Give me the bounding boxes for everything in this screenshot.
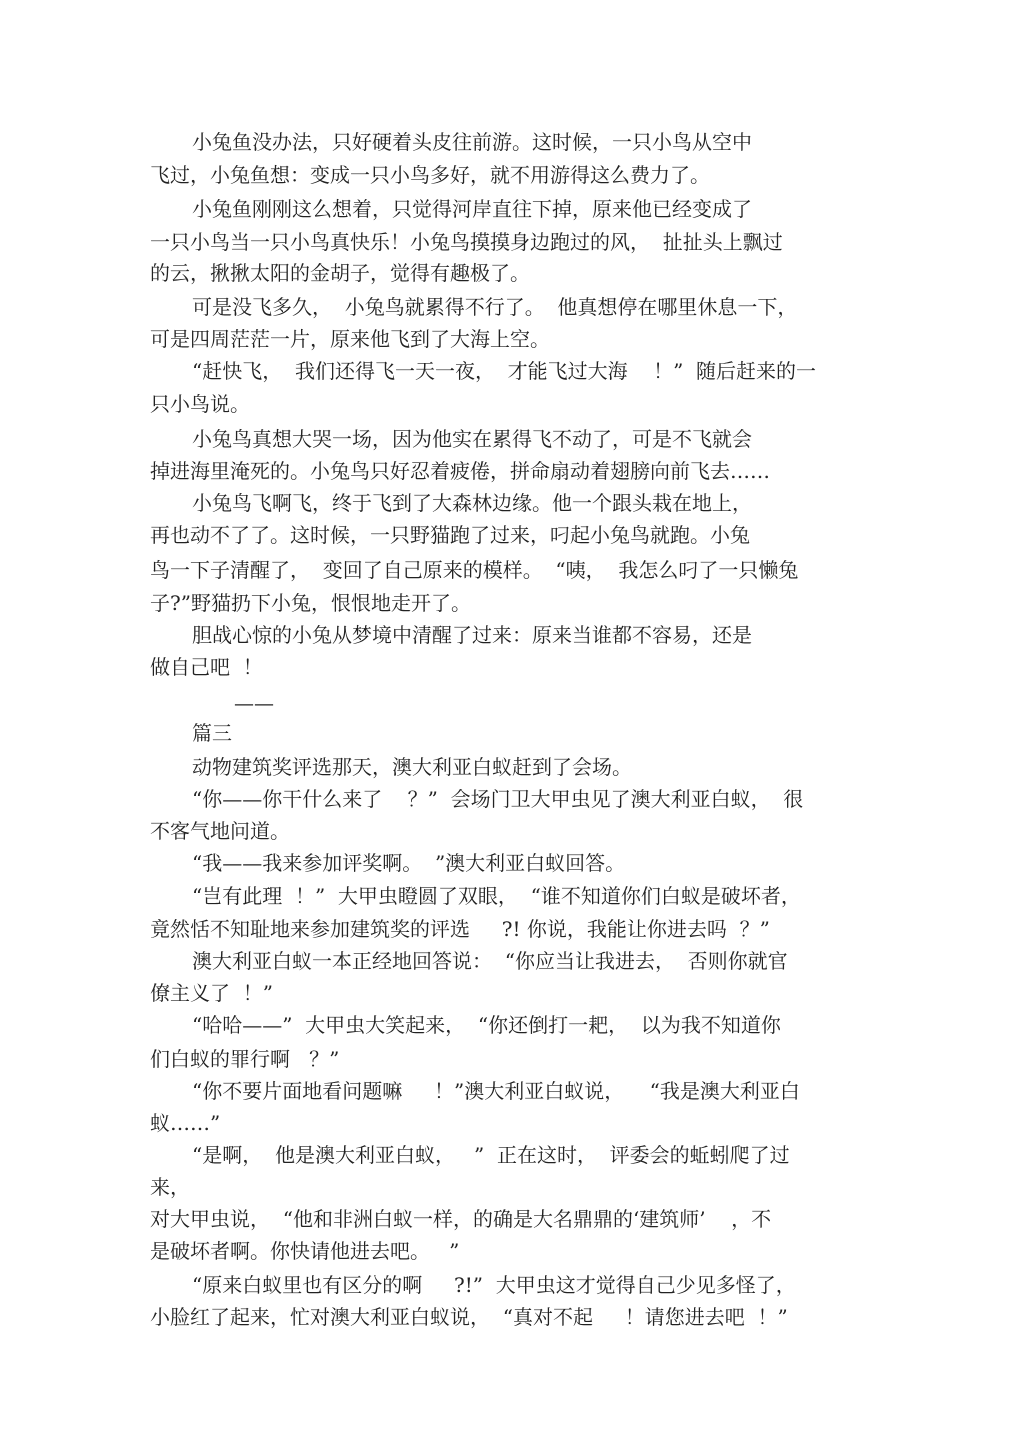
text-line: “我——我来参加评奖啊。 ”澳大利亚白蚁回答。 [192,851,626,875]
text-line: 做自己吧 ！ [150,655,263,679]
text-line: 对大甲虫说， “他和非洲白蚁一样，的确是大名鼎鼎的‘建筑师’ ，不 [150,1207,772,1231]
text-line: 飞过，小兔鱼想：变成一只小鸟多好，就不用游得这么费力了。 [150,163,710,187]
text-line: “原来白蚁里也有区分的啊 ?!” 大甲虫这才觉得自己少见多怪了， [192,1273,796,1297]
text-line: “岂有此理 ！” 大甲虫瞪圆了双眼， “谁不知道你们白蚁是破坏者， [192,884,801,908]
text-line: 小兔鱼没办法，只好硬着头皮往前游。这时候，一只小鸟从空中 [192,130,752,154]
text-line: 小兔鱼刚刚这么想着，只觉得河岸直往下掉，原来他已经变成了 [192,197,752,221]
text-line: 的云，揪揪太阳的金胡子，觉得有趣极了。 [150,261,530,285]
text-line: “哈哈——” 大甲虫大笑起来， “你还倒打一耙， 以为我不知道你 [192,1013,781,1037]
text-line: “你——你干什么来了 ？” 会场门卫大甲虫见了澳大利亚白蚁， 很 [192,787,804,811]
text-line: 不客气地问道。 [150,819,290,843]
text-line: 只小鸟说。 [150,392,250,416]
text-line: “赶快飞， 我们还得飞一天一夜， 才能飞过大海 ！” 随后赶来的一 [192,359,817,383]
text-line: 可是没飞多久， 小兔鸟就累得不行了。 他真想停在哪里休息一下， [192,295,798,319]
text-line: “你不要片面地看问题嘛 ！”澳大利亚白蚁说， “我是澳大利亚白 [192,1079,800,1103]
text-line: 僚主义了 ！” [150,981,273,1005]
separator-dash: —— [234,691,274,715]
text-line: 来， [150,1175,190,1199]
text-line: 澳大利亚白蚁一本正经地回答说： “你应当让我进去， 否则你就官 [192,949,788,973]
section-heading: 篇三 [192,721,232,745]
text-line: 掉进海里淹死的。小兔鸟只好忍着疲倦，拼命扇动着翅膀向前飞去…… [150,459,770,483]
text-line: 动物建筑奖评选那天，澳大利亚白蚁赶到了会场。 [192,755,632,779]
text-line: 小兔鸟飞啊飞，终于飞到了大森林边缘。他一个跟头栽在地上， [192,491,752,515]
text-line: “是啊， 他是澳大利亚白蚁， ” 正在这时， 评委会的蚯蚓爬了过 [192,1143,790,1167]
text-line: 小脸红了起来，忙对澳大利亚白蚁说， “真对不起 ！请您进去吧 ！” [150,1305,788,1329]
text-line: 是破坏者啊。你快请他进去吧。 ” [150,1239,460,1263]
text-line: 蚁……” [150,1111,221,1135]
text-line: 鸟一下子清醒了， 变回了自己原来的模样。 “咦， 我怎么叼了一只懒兔 [150,558,799,582]
text-line: 竟然恬不知耻地来参加建筑奖的评选 ?! 你说，我能让你进去吗 ？” [150,917,770,941]
text-line: 胆战心惊的小兔从梦境中清醒了过来：原来当谁都不容易，还是 [192,623,752,647]
text-line: 再也动不了了。这时候，一只野猫跑了过来，叼起小兔鸟就跑。小兔 [150,523,750,547]
text-line: 小兔鸟真想大哭一场，因为他实在累得飞不动了，可是不飞就会 [192,427,752,451]
text-line: 们白蚁的罪行啊 ？” [150,1047,340,1071]
text-line: 子?”野猫扔下小兔，恨恨地走开了。 [150,591,471,615]
text-line: 一只小鸟当一只小鸟真快乐！小兔鸟摸摸身边跑过的风， 扯扯头上飘过 [150,230,783,254]
text-line: 可是四周茫茫一片，原来他飞到了大海上空。 [150,327,550,351]
